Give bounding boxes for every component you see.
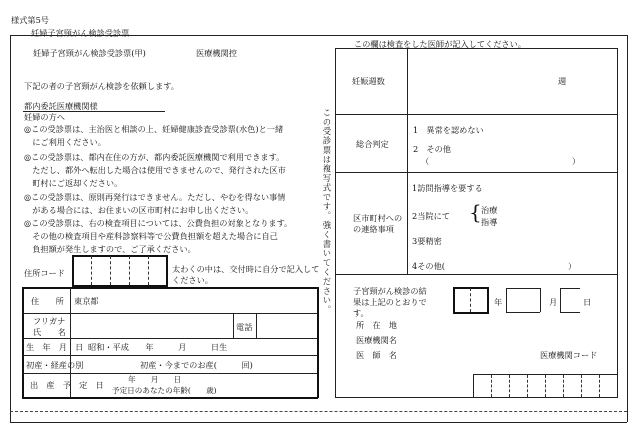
result-text: 子宮頸がん検診の結 (353, 286, 427, 296)
overall-option-normal[interactable]: 1 異常を認めない (413, 125, 484, 135)
contact-option-other[interactable]: 4その他( (412, 261, 445, 271)
overall-label: 総合判定 (356, 139, 389, 149)
note-line: ◎この受診票は、都内在住の方が、都内委託医療機関で利用できます。 (24, 152, 285, 162)
contact-label-2: の連絡事項 (353, 224, 394, 234)
due-date-label: 出 産 予 定 日 (30, 380, 104, 390)
weeks-unit: 週 (558, 76, 567, 86)
note-line: ◎この受診票は、原則再発行はできません。ただし、やむを得ない事情 (24, 192, 286, 202)
address-label: 住 所 (31, 296, 64, 306)
result-text: 果は上記のとおりで (353, 297, 427, 307)
month-label: 月 (549, 297, 558, 307)
contact-option-visit[interactable]: 1訪問指導を要する (412, 183, 483, 193)
name-field[interactable] (74, 316, 230, 336)
box-note: 太わくの中は、交付時に自分で記入して (172, 264, 320, 274)
doctor-label: 医 師 名 (356, 350, 397, 360)
parity-field[interactable]: 初産・今までのお産( 回) (140, 360, 253, 370)
note-line: にご利用ください。 (24, 137, 106, 147)
day-label: 日 (583, 297, 592, 307)
duplicate-notice: この受診票は複写式です。強く書いてください。 (322, 108, 332, 315)
request-text: 下記の者の子宮頸がん検診を依頼します。 (24, 81, 179, 91)
furigana-label: フリガナ (33, 316, 66, 326)
overall-paren-open: （ (421, 156, 430, 166)
contact-option-clinic[interactable]: 2当院にて (412, 211, 450, 221)
addressee: 都内委託医療機関様 (24, 101, 98, 111)
due-age-field[interactable]: 予定日のあなたの年齢( 歳) (112, 386, 217, 395)
contact-other-close: ） (568, 261, 577, 271)
note-line: 負担額が発生しますので、ご了承ください。 (24, 244, 196, 254)
weeks-label: 妊娠週数 (352, 76, 385, 86)
name-label: 氏 名 (33, 327, 66, 337)
birth-field[interactable]: 昭和・平成 年 月 日生 (88, 342, 228, 352)
note-line: ◎この受診票は、主治医と相談の上、妊婦健康診査受診票(水色)と一緒 (24, 124, 284, 134)
birth-label: 生 年 月 日 (26, 342, 84, 352)
note-line: 町村にご返却ください。 (24, 178, 123, 188)
note-line: ◎この受診票は、右の検査項目については、公費負担の対象となります。 (24, 218, 293, 228)
form-number: 様式第5号 (11, 15, 49, 25)
address-code-label: 住所コード (24, 268, 65, 278)
facility-label: 医療機関名 (356, 335, 397, 345)
phone-label: 電話 (236, 322, 253, 332)
doctor-fill-note: この欄は検査をした医師が記入してください。 (354, 39, 526, 49)
contact-option-detailed[interactable]: 3要精密 (412, 236, 442, 246)
note-line: その他の検査項目や産科診察料等で公費負担額を超えた場合に自己 (24, 231, 278, 241)
overall-paren-close: ） (572, 156, 581, 166)
brace-icon: { (469, 200, 482, 224)
parity-label: 初産・経産の別 (26, 360, 84, 370)
form-title: 妊婦子宮頸がん検診受診票 (31, 28, 130, 38)
note-line: ただし、都外へ転出した場合は使用できませんので、発行された区市 (24, 165, 286, 175)
weeks-field[interactable] (410, 52, 555, 110)
overall-option-other[interactable]: 2 その他 (413, 144, 451, 154)
due-date-field[interactable]: 年 月 日 (128, 375, 182, 384)
to-pregnant-heading: 妊婦の方へ (24, 112, 65, 122)
location-label: 所 在 地 (356, 320, 397, 330)
year-label: 年 (494, 297, 503, 307)
address-field[interactable]: 東京都 (74, 296, 99, 306)
result-text: す。 (353, 308, 369, 318)
contact-option-treatment[interactable]: 治療 (481, 205, 498, 215)
contact-option-guidance[interactable]: 指導 (481, 217, 498, 227)
slip-title: 妊婦子宮頸がん検診受診票(甲) (33, 48, 146, 58)
contact-label: 区市町村への (353, 213, 403, 223)
medical-copy-label: 医療機関控 (196, 48, 237, 58)
box-note: ください。 (172, 275, 213, 285)
phone-field[interactable] (258, 316, 314, 336)
facility-code-label: 医療機関コード (540, 350, 598, 360)
note-line: がある場合には、お住まいの区市町村にお申し出ください。 (24, 205, 254, 215)
